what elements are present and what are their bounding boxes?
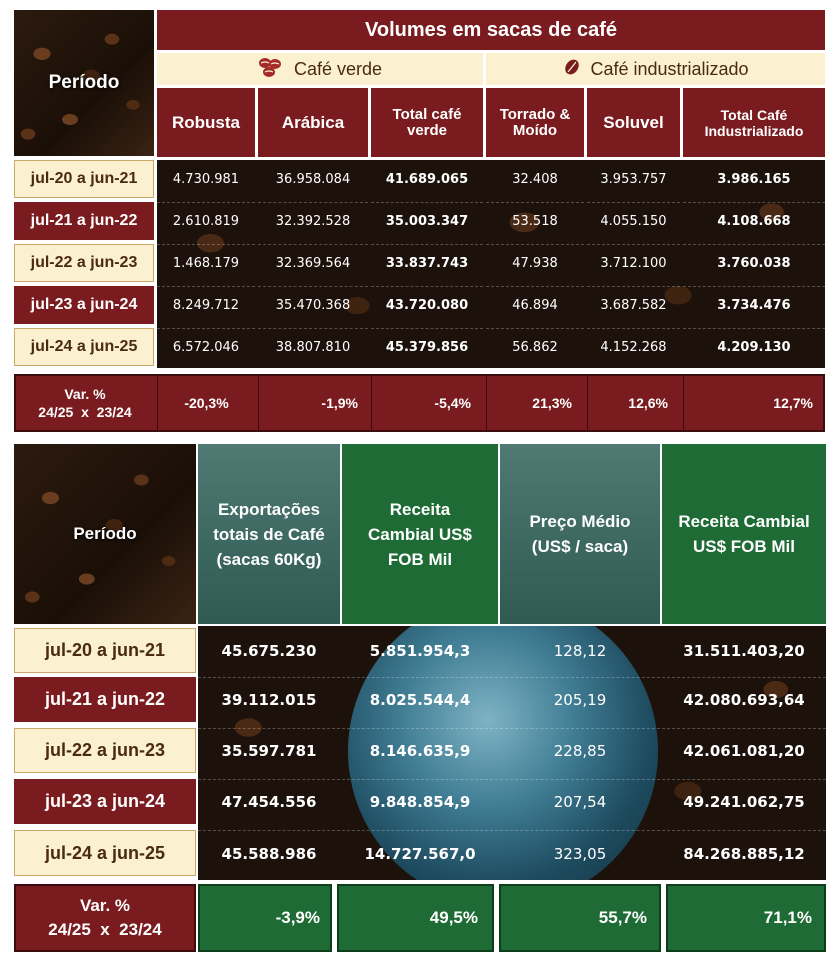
- group-header-green: [157, 53, 483, 85]
- table-cell: 38.807.810: [258, 328, 368, 366]
- variation-label-bottom: [14, 884, 196, 952]
- table-cell: 45.675.230: [221, 641, 317, 660]
- table-cell: 128,12: [553, 641, 607, 660]
- table-cell: 2.610.819: [157, 202, 255, 240]
- table-cell: 47.454.556: [198, 779, 340, 824]
- table-cell: 45.379.856: [371, 328, 483, 366]
- coffee-bean-icon: [562, 57, 582, 82]
- table-cell: 32.392.528: [258, 202, 368, 240]
- table-cell: 8.249.712: [157, 286, 255, 324]
- row-period: jul-23 a jun-24: [14, 779, 196, 824]
- table-cell: 3.986.165: [717, 171, 791, 187]
- table-cell: 32.408: [512, 171, 558, 187]
- table-cell: 33.837.743: [371, 244, 483, 282]
- table-cell: 45.588.986: [198, 830, 340, 876]
- row-period: jul-20 a jun-21: [14, 628, 196, 673]
- col-header-preco: Preço Médio (US$ / saca): [500, 444, 660, 624]
- table-cell: 42.061.081,20: [662, 728, 826, 773]
- row-period: jul-20 a jun-21: [14, 160, 154, 198]
- table-cell: 84.268.885,12: [662, 830, 826, 876]
- table-cell: 4.108.668: [683, 202, 825, 240]
- table-cell: 47.938: [486, 244, 584, 282]
- period-header-top: [14, 10, 154, 156]
- row-period: jul-24 a jun-25: [14, 328, 154, 366]
- group-industrial-label: Café industrializado: [590, 58, 749, 79]
- col-header-soluvel: Soluvel: [587, 88, 680, 157]
- table-cell: 46.894: [486, 286, 584, 324]
- variation-label: [16, 376, 154, 430]
- table-cell: 39.112.015: [198, 677, 340, 722]
- table-cell: 207,54: [500, 779, 660, 824]
- group-green-label: Café verde: [293, 58, 383, 79]
- table-cell: 14.727.567,0: [342, 830, 498, 876]
- table-cell: 36.958.084: [275, 171, 351, 187]
- col-header-arabica: Arábica: [258, 88, 368, 157]
- variation-cell: 49,5%: [337, 884, 494, 952]
- coffee-beans-icon: [258, 56, 282, 83]
- table-cell: 4.055.150: [587, 202, 680, 240]
- table-cell: 5.851.954,3: [369, 641, 471, 660]
- table-cell: 53.518: [486, 202, 584, 240]
- table-cell: 43.720.080: [371, 286, 483, 324]
- row-period: jul-23 a jun-24: [14, 286, 154, 324]
- col-header-total-verde: Total café verde: [371, 88, 483, 157]
- col-header-total-industrial: Total Café Industrializado: [683, 88, 825, 157]
- table-cell: 4.730.981: [172, 171, 240, 187]
- variation-cell: -5,4%: [371, 376, 483, 430]
- table-cell: 4.152.268: [587, 328, 680, 366]
- variation-cell: -1,9%: [258, 376, 368, 430]
- col-header-receita-1: Receita Cambial US$ FOB Mil: [342, 444, 498, 624]
- table-cell: 205,19: [500, 677, 660, 722]
- period-label: Período: [73, 524, 137, 543]
- table-cell: 8.146.635,9: [342, 728, 498, 773]
- col-header-robusta: Robusta: [157, 88, 255, 157]
- table-cell: 35.003.347: [371, 202, 483, 240]
- table-title: Volumes em sacas de café: [157, 10, 825, 50]
- row-period: jul-24 a jun-25: [14, 830, 196, 876]
- variation-label-line2: 24/25 x 23/24: [38, 404, 132, 420]
- table-cell: 3.760.038: [683, 244, 825, 282]
- variation-cell: 12,7%: [683, 376, 823, 430]
- variation-cell: 55,7%: [499, 884, 661, 952]
- table-cell: 56.862: [486, 328, 584, 366]
- variation-cell: -3,9%: [198, 884, 332, 952]
- period-header-bottom: [14, 444, 196, 624]
- table-cell: 35.470.368: [258, 286, 368, 324]
- table-cell: 323,05: [500, 830, 660, 876]
- group-header-industrial: [486, 53, 825, 85]
- table-cell: 228,85: [500, 728, 660, 773]
- col-header-receita-2: Receita Cambial US$ FOB Mil: [662, 444, 826, 624]
- table-cell: 4.209.130: [683, 328, 825, 366]
- table-cell: 3.712.100: [587, 244, 680, 282]
- variation-label-line1: Var. %: [79, 896, 131, 915]
- row-period: jul-22 a jun-23: [14, 728, 196, 773]
- variation-cell: 71,1%: [666, 884, 826, 952]
- table-cell: 41.689.065: [385, 171, 469, 187]
- table-cell: 31.511.403,20: [683, 641, 805, 660]
- variation-cell: 21,3%: [486, 376, 584, 430]
- table-cell: 35.597.781: [198, 728, 340, 773]
- row-period: jul-21 a jun-22: [14, 677, 196, 722]
- variation-cell: 12,6%: [587, 376, 680, 430]
- table-cell: 1.468.179: [157, 244, 255, 282]
- period-label: Período: [48, 72, 120, 93]
- table-cell: 6.572.046: [157, 328, 255, 366]
- col-header-torrado: Torrado & Moído: [486, 88, 584, 157]
- table-cell: 32.369.564: [258, 244, 368, 282]
- table-cell: 3.687.582: [587, 286, 680, 324]
- table-cell: 42.080.693,64: [662, 677, 826, 722]
- table-cell: 3.734.476: [683, 286, 825, 324]
- row-period: jul-21 a jun-22: [14, 202, 154, 240]
- col-header-exports: Exportações totais de Café (sacas 60Kg): [198, 444, 340, 624]
- variation-cell: -20,3%: [157, 376, 255, 430]
- table-cell: 8.025.544,4: [342, 677, 498, 722]
- table-cell: 49.241.062,75: [662, 779, 826, 824]
- table-cell: 3.953.757: [600, 171, 667, 187]
- table-cell: 9.848.854,9: [342, 779, 498, 824]
- row-period: jul-22 a jun-23: [14, 244, 154, 282]
- variation-label-line1: Var. %: [64, 386, 106, 402]
- variation-label-line2: 24/25 x 23/24: [48, 920, 162, 939]
